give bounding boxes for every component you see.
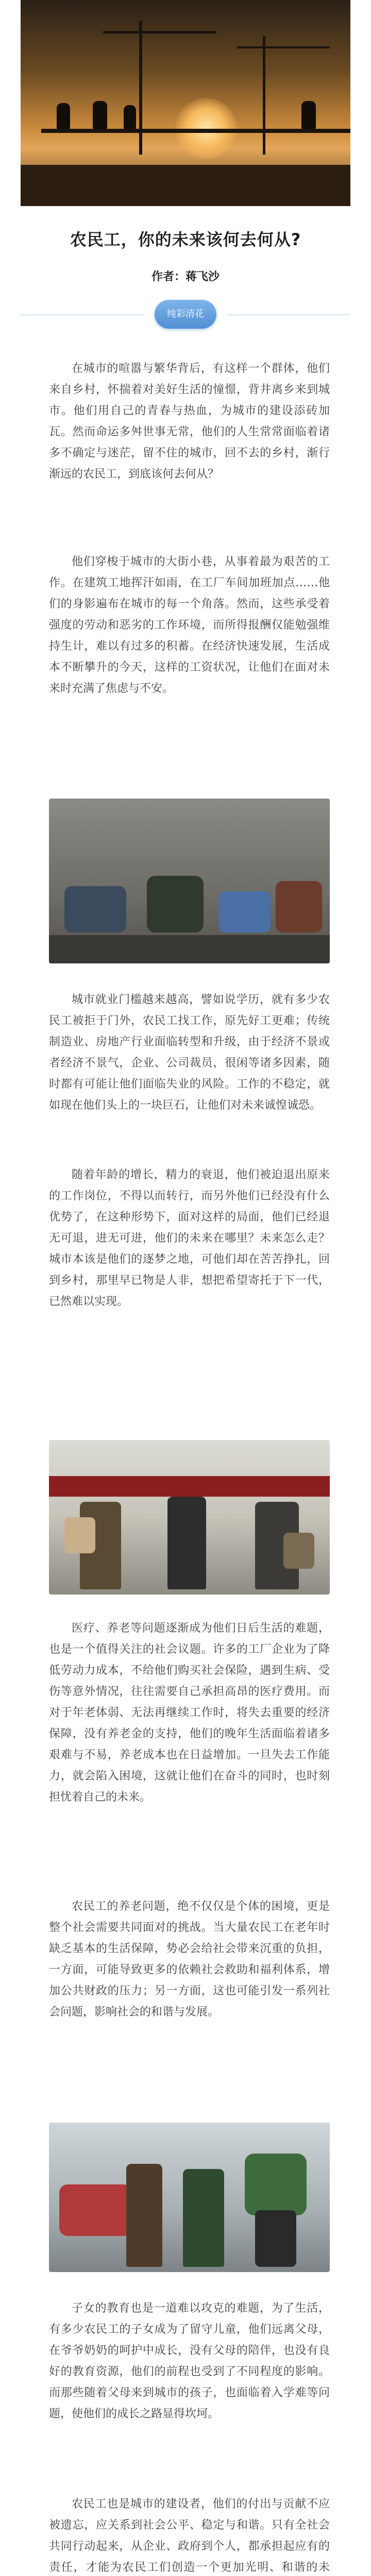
paragraph-4: 随着年龄的增长，精力的衰退，他们被迫退出原来的工作岗位，不得以而转行，而另外他们已经没有什么优势了，在这种形势下，面对这样的局面，他们已经退无可退，进无可进，他们的未来在哪里？未来怎么走？城市本该是他们的逐梦之地，可他们却在苦苦挣扎，回到乡村，那里早已物是人非，想把希望寄托于下一代，已然难以实现。 (49, 1168, 330, 1308)
crane-jib-2 (237, 46, 330, 48)
train-car (49, 1476, 330, 1497)
paragraph-6: 农民工的养老问题，绝不仅仅是个体的困境，更是整个社会需要共同面对的挑战。当大量农民工在老年时缺乏基本的生活保障，势必会给社会带来沉重的负担，一方面，可能导致更多的依赖社会救助和福利体系，增加公共财政的压力；另一方面，这也可能引发一系列社会问题，影响社会的和谐与发展。 (49, 1900, 330, 2019)
scaffold-beam (41, 129, 350, 133)
worker-figure (167, 1497, 206, 1589)
hero-image-construction-sunset (21, 0, 350, 206)
worker-figure (126, 2164, 162, 2267)
paragraph-8: 农民工也是城市的建设者，他们的付出与贡献不应被遗忘，应关系到社会公平、稳定与和谐。只有全社会共同行动起来，从企业、政府到个人，都承担起应有的责任，才能为农民工们创造一个更加光明、和谐的未 (49, 2498, 330, 2574)
bundle-bag (245, 2154, 307, 2215)
crane-mast-2 (263, 36, 265, 155)
photo-workers-carrying (49, 2123, 330, 2272)
worker-figure (147, 876, 204, 933)
photo-workers-railway (49, 1440, 330, 1595)
paragraph-3: 城市就业门槛越来越高，譬如说学历，就有多少农民工被拒于门外，农民工找工作，原先好工更难；传统制造业、房地产行业面临转型和升级，由于经济不景或者经济不景气，企业、公司裁员，很闲等诸多因素，随时都有可能让他们面临失业的风险。工作的不稳定，就如现在他们头上的一块巨石，让他们对未来诚惶诚恐。 (49, 993, 330, 1112)
author-line: 作者：蒋飞沙 (151, 270, 220, 283)
photo-workers-resting (49, 799, 330, 963)
worker-silhouette (124, 105, 136, 129)
badge-divider-right (227, 314, 350, 315)
ground-shadow (21, 165, 350, 206)
luggage-bag (283, 1533, 314, 1569)
section-badge-row (0, 299, 371, 330)
crane-jib (103, 31, 216, 33)
worker-silhouette (93, 101, 107, 129)
worker-figure (64, 886, 126, 933)
paragraph-7: 子女的教育也是一道难以攻克的难题，为了生活，有多少农民工的子女成为了留守儿童，他们远离父母，在爷爷奶奶的呵护中成长，没有父母的陪伴，也没有良好的教育资源，他们的前程也受到了不同程度的影响。而那些随着父母来到城市的孩子，也面临着入学难等问题，使他们的成长之路显得坎坷。 (49, 2302, 330, 2420)
worker-silhouette (57, 103, 70, 129)
luggage-bag (219, 891, 271, 933)
article-title: 农民工，你的未来该何去何从? (70, 230, 301, 249)
paragraph-5: 医疗、养老等问题逐渐成为他们日后生活的难题，也是一个值得关注的社会议题。许多的工厂企业为了降低劳动力成本，不给他们购买社会保险，遇到生病、受伤等意外情况，往往需要自己承担高昂的医疗费用。而对于年老体弱、无法再继续工作时，将失去重要的经济保障，没有养老金的支持，他们的晚年生活面临着诸多艰难与不易，养老成本也在日益增加。一旦失去工作能力，就会陷入困境，这就让他们在奋斗的同时，也时刻担忧着自己的未来。 (49, 1622, 330, 1804)
paragraph-1: 在城市的喧嚣与繁华背后，有这样一个群体，他们来自乡村，怀揣着对美好生活的憧憬，背井离乡来到城市。他们用自己的青春与热血，为城市的建设添砖加瓦。然而命运多舛世事无常，他们的人生常常面临着诸多不确定与迷茫，留不住的城市，回不去的乡村，渐行渐远的农民工，到底该何去何从？ (49, 362, 330, 481)
crane-mast (139, 21, 142, 155)
worker-silhouette (301, 101, 316, 129)
worker-figure (255, 2210, 296, 2267)
badge-divider-left (21, 314, 144, 315)
worker-figure (183, 2169, 224, 2267)
paragraph-2: 他们穿梭于城市的大街小巷，从事着最为艰苦的工作。在建筑工地挥汗如雨，在工厂车间加班加点……他们的身影遍布在城市的每一个角落。然而，这些承受着强度的劳动和恶劣的工作环境，而所得报酬仅能勉强维持生计，难以有过多的积蓄。在经济快速发展，生活成本不断攀升的今天，这样的工资状况，让他们在面对未来时充满了焦虑与不安。 (49, 555, 330, 695)
luggage-sack (64, 1517, 95, 1553)
worker-figure (276, 881, 322, 933)
bundle-bag (59, 2184, 131, 2236)
floor (49, 935, 330, 963)
section-badge: 纯彩清花 (155, 300, 216, 329)
